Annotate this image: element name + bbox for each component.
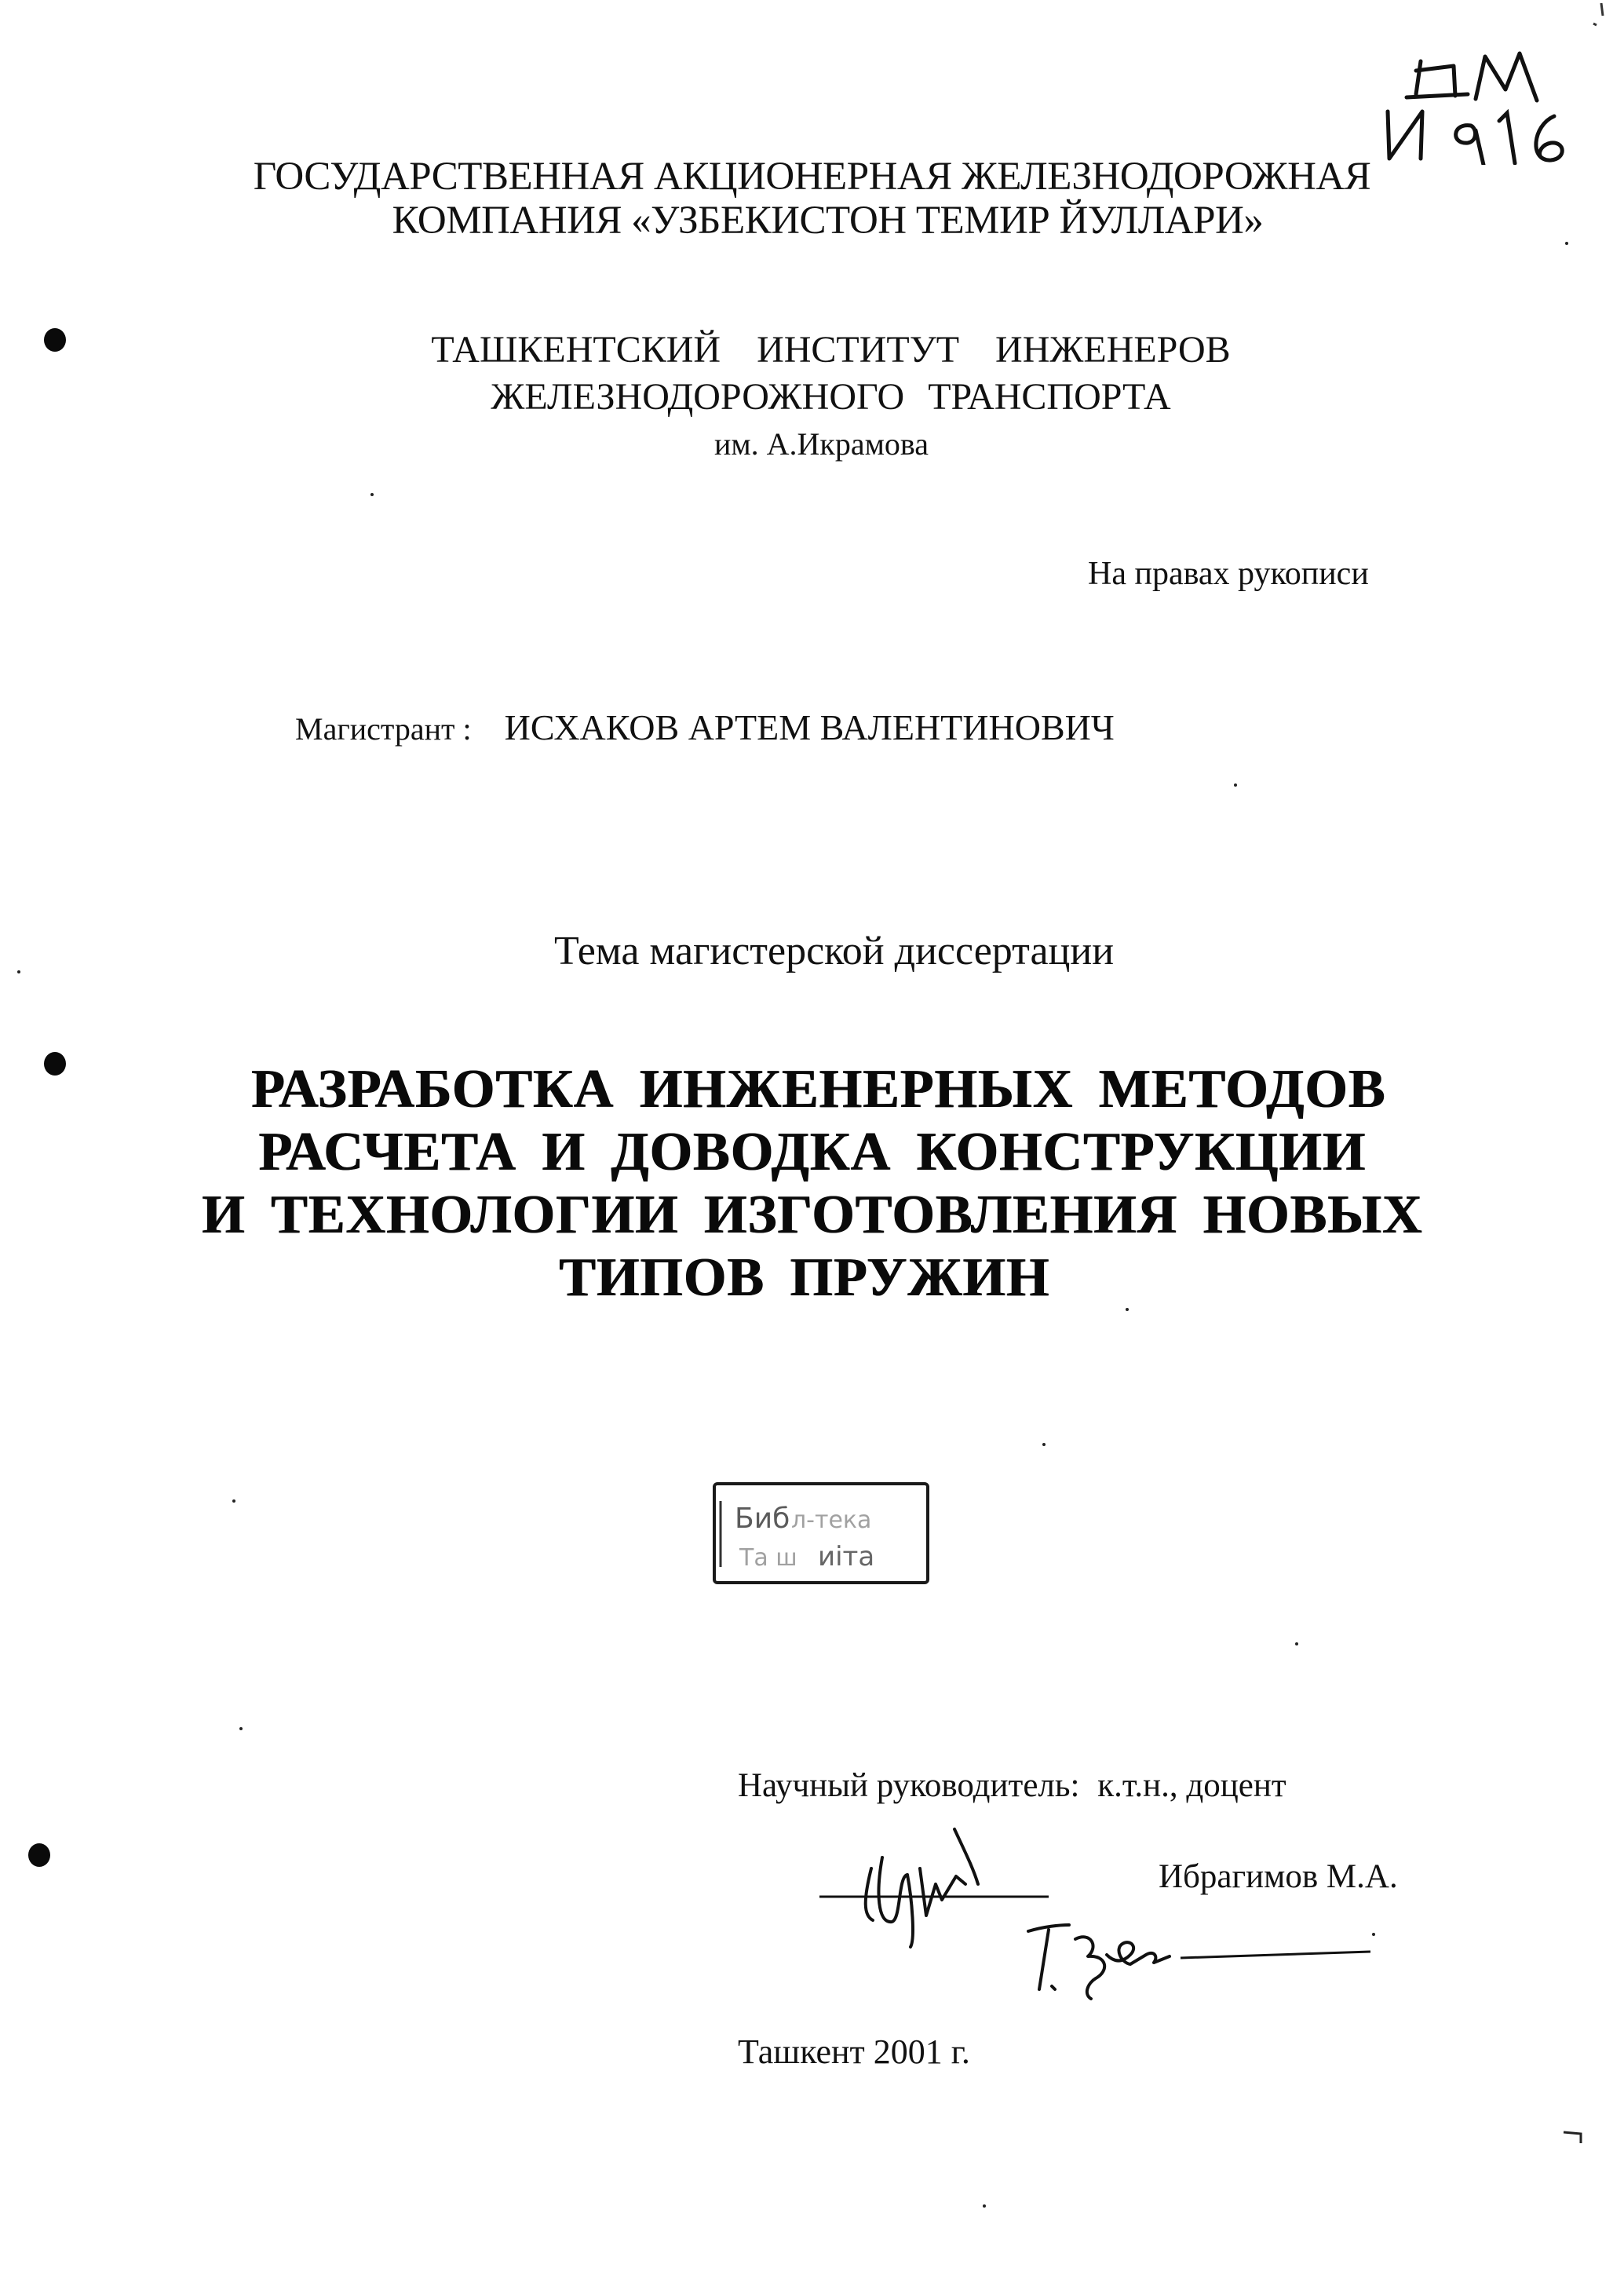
thesis-theme-label: Тема магистерской диссертации: [553, 929, 1115, 973]
scan-speck: [1042, 1443, 1046, 1446]
organization-name-line-2: КОМПАНИЯ «УЗБЕКИСТОН ТЕМИР ЙУЛЛАРИ»: [392, 199, 1264, 243]
thesis-title-line-4: ТИПОВ ПРУЖИН: [558, 1247, 1050, 1308]
supervisor-degree: к.т.н., доцент: [1097, 1767, 1286, 1804]
scan-speck: [1295, 1642, 1298, 1645]
manuscript-note: На правах рукописи: [1088, 556, 1369, 592]
library-stamp-lettering: [716, 1485, 926, 1581]
scan-speck: [232, 1499, 235, 1503]
thesis-title-line-3: И ТЕХНОЛОГИИ ИЗГОТОВЛЕНИЯ НОВЫХ: [201, 1185, 1423, 1245]
scan-speck: [239, 1727, 243, 1730]
scan-speck: [370, 493, 374, 496]
svg-text:Биб: Биб: [735, 1503, 790, 1535]
scan-speck: [983, 2204, 986, 2208]
scan-speck: [1234, 783, 1237, 787]
organization-name-line-1: ГОСУДАРСТВЕННАЯ АКЦИОНЕРНАЯ ЖЕЛЕЗНОДОРОЖНАЯ: [253, 155, 1371, 199]
student-label: Магистрант :: [295, 711, 472, 747]
handwritten-mark: [1013, 1908, 1374, 2018]
student-name: ИСХАКОВ АРТЕМ ВАЛЕНТИНОВИЧ: [504, 707, 1115, 747]
library-stamp: [713, 1482, 929, 1584]
svg-text:иіта: иіта: [818, 1541, 875, 1572]
svg-text:Та ш: Та ш: [739, 1544, 797, 1572]
thesis-title-line-1: РАЗРАБОТКА ИНЖЕНЕРНЫХ МЕТОДОВ: [250, 1059, 1386, 1119]
svg-text:л-тека: л-тека: [791, 1507, 872, 1534]
institute-name-line-1: ТАШКЕНТСКИЙ ИНСТИТУТ ИНЖЕНЕРОВ: [431, 329, 1231, 371]
binding-hole-mark: [28, 1843, 50, 1867]
thesis-title-line-2: РАСЧЕТА И ДОВОДКА КОНСТРУКЦИИ: [258, 1122, 1366, 1182]
supervisor-label: Научный руководитель:: [738, 1767, 1080, 1804]
institute-name-line-2: ЖЕЛЕЗНОДОРОЖНОГО ТРАНСПОРТА: [491, 376, 1171, 418]
scan-speck: [17, 970, 20, 973]
city-year: Ташкент 2001 г.: [738, 2033, 970, 2071]
institute-name-line-3: им. А.Икрамова: [713, 426, 929, 462]
handwritten-catalog-code: [1366, 24, 1601, 165]
supervisor-name: Ибрагимов М.А.: [1159, 1858, 1398, 1895]
corner-mark: [1560, 2127, 1592, 2151]
student-row: [295, 707, 1115, 748]
